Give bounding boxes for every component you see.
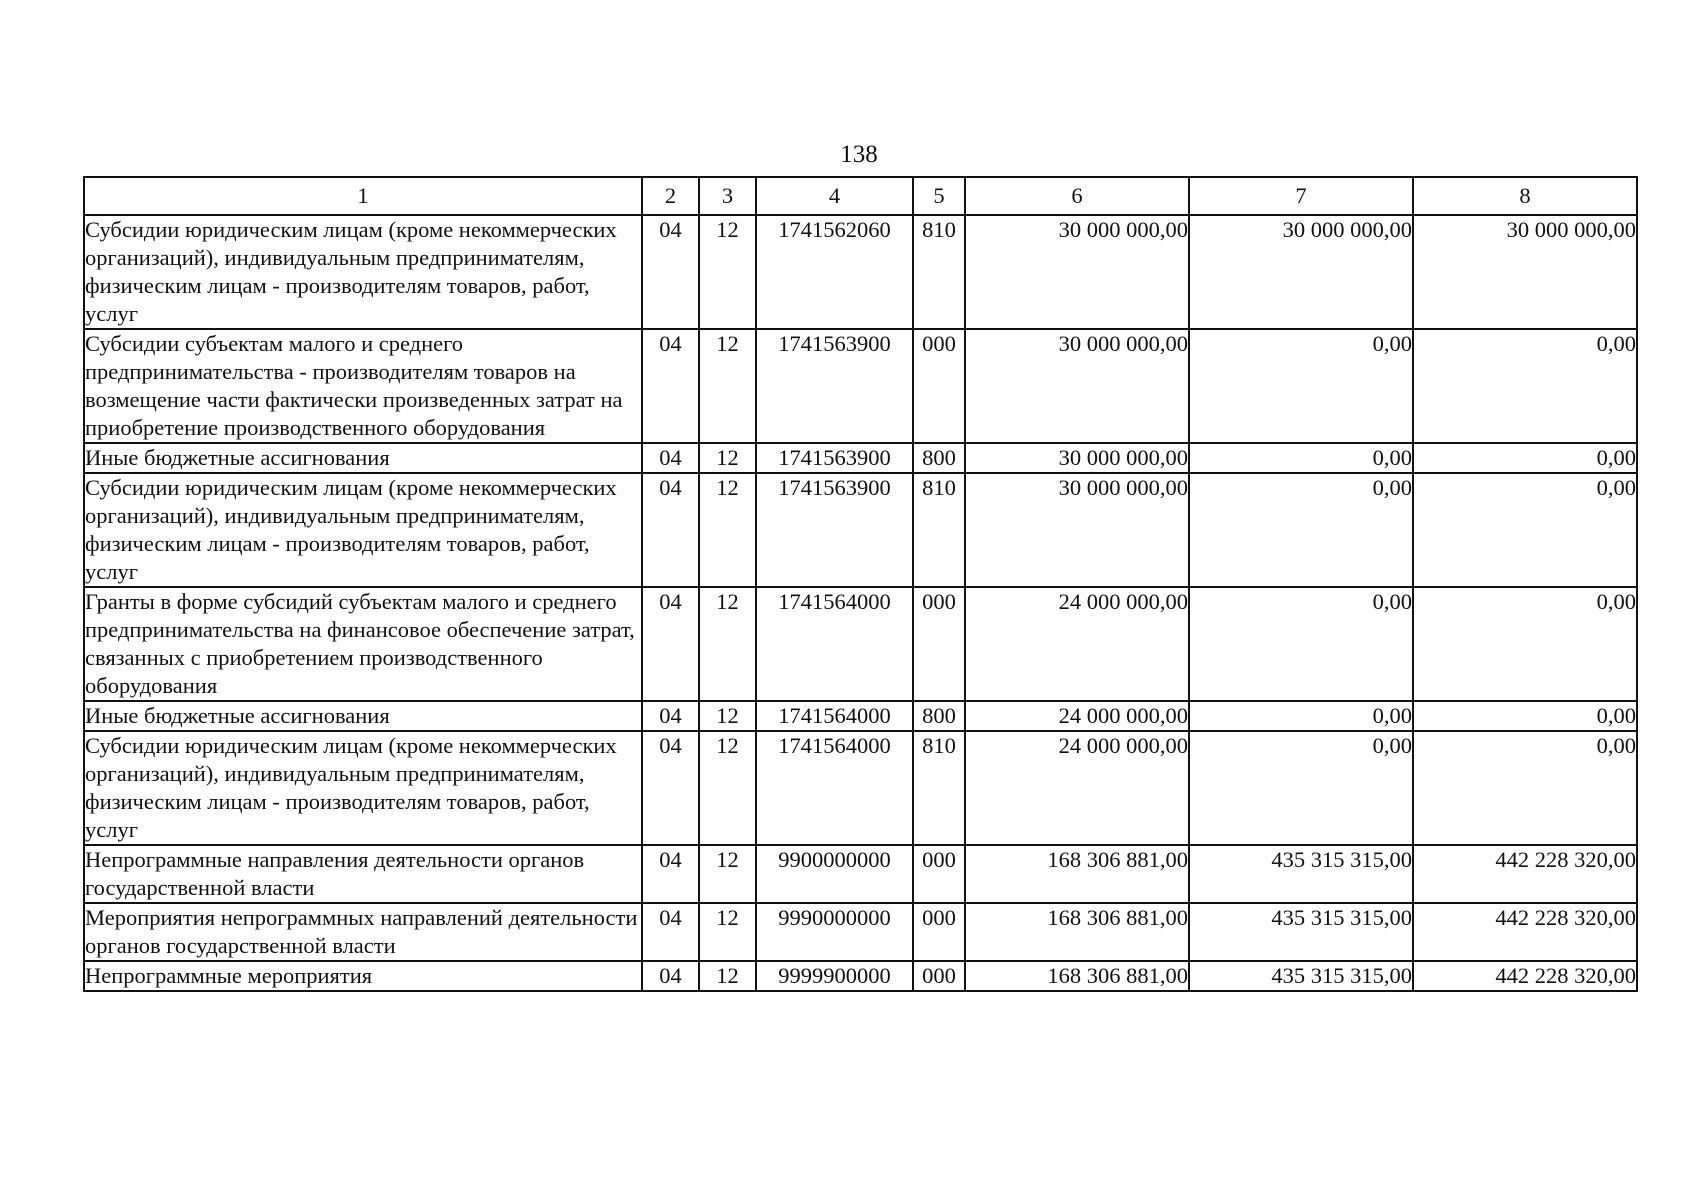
table-row — [84, 961, 1637, 991]
target-article-code: 9990000000 — [756, 903, 913, 961]
column-header-8: 8 — [1413, 177, 1637, 215]
expense-type-code: 000 — [913, 587, 965, 701]
target-article-code: 9900000000 — [756, 845, 913, 903]
expense-type-code: 000 — [913, 845, 965, 903]
section-code: 04 — [642, 329, 699, 443]
amount-col-6: 168 306 881,00 — [965, 961, 1189, 991]
subsection-code: 12 — [699, 961, 756, 991]
column-header-2: 2 — [642, 177, 699, 215]
amount-col-7: 435 315 315,00 — [1189, 845, 1413, 903]
amount-col-6: 30 000 000,00 — [965, 215, 1189, 329]
subsection-code: 12 — [699, 731, 756, 845]
target-article-code: 1741564000 — [756, 701, 913, 731]
target-article-code: 1741564000 — [756, 731, 913, 845]
header-row — [84, 177, 1637, 215]
amount-col-6: 30 000 000,00 — [965, 443, 1189, 473]
column-header-6: 6 — [965, 177, 1189, 215]
expense-type-code: 800 — [913, 443, 965, 473]
subsection-code: 12 — [699, 473, 756, 587]
amount-col-8: 0,00 — [1413, 329, 1637, 443]
expense-name: Непрограммные мероприятия — [84, 961, 642, 991]
expense-name: Иные бюджетные ассигнования — [84, 443, 642, 473]
table-row — [84, 587, 1637, 701]
expense-type-code: 810 — [913, 731, 965, 845]
amount-col-6: 24 000 000,00 — [965, 731, 1189, 845]
target-article-code: 1741564000 — [756, 587, 913, 701]
amount-col-7: 0,00 — [1189, 731, 1413, 845]
table-row — [84, 329, 1637, 443]
subsection-code: 12 — [699, 845, 756, 903]
amount-col-7: 435 315 315,00 — [1189, 903, 1413, 961]
target-article-code: 1741563900 — [756, 473, 913, 587]
expense-type-code: 810 — [913, 473, 965, 587]
expense-name: Субсидии юридическим лицам (кроме некоммерческих организаций), индивидуальным предпринимателям, физическим лицам - производителям товаров, работ, услуг — [84, 473, 642, 587]
target-article-code: 1741563900 — [756, 329, 913, 443]
amount-col-8: 442 228 320,00 — [1413, 961, 1637, 991]
column-header-1: 1 — [84, 177, 642, 215]
amount-col-6: 168 306 881,00 — [965, 845, 1189, 903]
subsection-code: 12 — [699, 903, 756, 961]
amount-col-7: 0,00 — [1189, 473, 1413, 587]
section-code: 04 — [642, 473, 699, 587]
subsection-code: 12 — [699, 329, 756, 443]
expense-name: Субсидии юридическим лицам (кроме некоммерческих организаций), индивидуальным предпринимателям, физическим лицам - производителям товаров, работ, услуг — [84, 731, 642, 845]
expense-type-code: 800 — [913, 701, 965, 731]
amount-col-7: 435 315 315,00 — [1189, 961, 1413, 991]
amount-col-6: 168 306 881,00 — [965, 903, 1189, 961]
expense-type-code: 000 — [913, 329, 965, 443]
column-header-5: 5 — [913, 177, 965, 215]
table-row — [84, 903, 1637, 961]
table-row — [84, 701, 1637, 731]
target-article-code: 1741563900 — [756, 443, 913, 473]
section-code: 04 — [642, 215, 699, 329]
amount-col-7: 0,00 — [1189, 587, 1413, 701]
table-row — [84, 845, 1637, 903]
expense-type-code: 000 — [913, 961, 965, 991]
section-code: 04 — [642, 731, 699, 845]
amount-col-6: 24 000 000,00 — [965, 587, 1189, 701]
amount-col-8: 442 228 320,00 — [1413, 903, 1637, 961]
column-header-4: 4 — [756, 177, 913, 215]
amount-col-6: 24 000 000,00 — [965, 701, 1189, 731]
expense-name: Субсидии субъектам малого и среднего предпринимательства - производителям товаров на возмещение части фактически произведенных затрат на приобретение производственного оборудования — [84, 329, 642, 443]
budget-table — [83, 176, 1638, 992]
amount-col-8: 0,00 — [1413, 473, 1637, 587]
page-number: 138 — [840, 141, 878, 168]
column-header-7: 7 — [1189, 177, 1413, 215]
table-row — [84, 443, 1637, 473]
expense-name: Иные бюджетные ассигнования — [84, 701, 642, 731]
subsection-code: 12 — [699, 701, 756, 731]
target-article-code: 1741562060 — [756, 215, 913, 329]
section-code: 04 — [642, 961, 699, 991]
target-article-code: 9999900000 — [756, 961, 913, 991]
table-row — [84, 731, 1637, 845]
subsection-code: 12 — [699, 215, 756, 329]
amount-col-6: 30 000 000,00 — [965, 473, 1189, 587]
expense-type-code: 000 — [913, 903, 965, 961]
amount-col-8: 0,00 — [1413, 731, 1637, 845]
amount-col-8: 0,00 — [1413, 443, 1637, 473]
amount-col-7: 0,00 — [1189, 443, 1413, 473]
amount-col-7: 30 000 000,00 — [1189, 215, 1413, 329]
section-code: 04 — [642, 845, 699, 903]
section-code: 04 — [642, 701, 699, 731]
amount-col-8: 0,00 — [1413, 587, 1637, 701]
subsection-code: 12 — [699, 587, 756, 701]
column-header-3: 3 — [699, 177, 756, 215]
subsection-code: 12 — [699, 443, 756, 473]
section-code: 04 — [642, 587, 699, 701]
amount-col-7: 0,00 — [1189, 701, 1413, 731]
expense-name: Мероприятия непрограммных направлений деятельности органов государственной власти — [84, 903, 642, 961]
section-code: 04 — [642, 903, 699, 961]
amount-col-6: 30 000 000,00 — [965, 329, 1189, 443]
expense-type-code: 810 — [913, 215, 965, 329]
amount-col-8: 0,00 — [1413, 701, 1637, 731]
table-row — [84, 215, 1637, 329]
amount-col-7: 0,00 — [1189, 329, 1413, 443]
section-code: 04 — [642, 443, 699, 473]
expense-name: Непрограммные направления деятельности органов государственной власти — [84, 845, 642, 903]
amount-col-8: 30 000 000,00 — [1413, 215, 1637, 329]
expense-name: Субсидии юридическим лицам (кроме некоммерческих организаций), индивидуальным предпринимателям, физическим лицам - производителям товаров, работ, услуг — [84, 215, 642, 329]
table-row — [84, 473, 1637, 587]
expense-name: Гранты в форме субсидий субъектам малого и среднего предпринимательства на финансовое обеспечение затрат, связанных с приобретением производственного оборудования — [84, 587, 642, 701]
amount-col-8: 442 228 320,00 — [1413, 845, 1637, 903]
